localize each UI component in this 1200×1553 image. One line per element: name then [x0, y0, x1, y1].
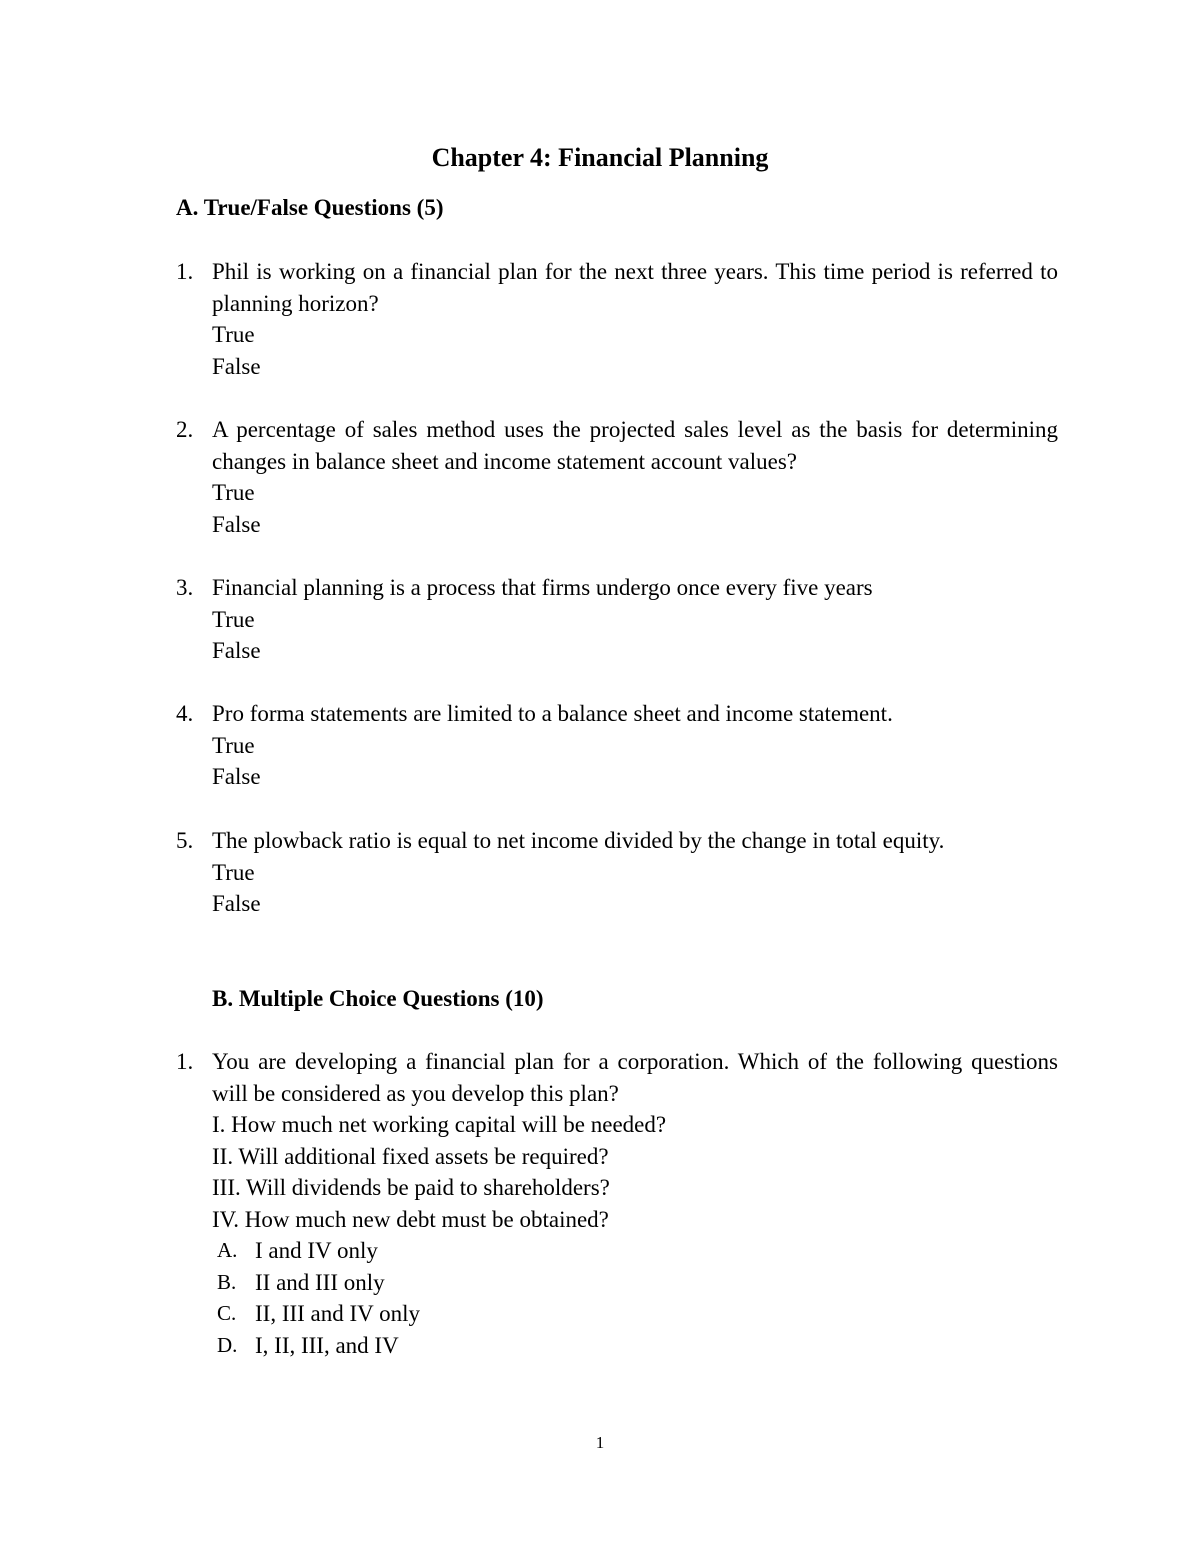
question-text: You are developing a financial plan for a corporation. Which of the following questions will be considered as you develop this plan?	[212, 1049, 1058, 1106]
statement-iii: III. Will dividends be paid to shareholders?	[212, 1175, 610, 1200]
question-number: 3.	[176, 575, 194, 600]
tf-question-3	[176, 572, 1058, 667]
section-a-heading: A. True/False Questions (5)	[176, 195, 444, 220]
option-false: False	[212, 891, 261, 916]
tf-question-4	[176, 698, 1058, 793]
choice-letter: D.	[217, 1332, 238, 1357]
section-b-heading: B. Multiple Choice Questions (10)	[212, 986, 544, 1011]
option-false: False	[212, 353, 261, 379]
choice-text: I, II, III, and IV	[255, 1332, 399, 1358]
tf-question-1	[176, 256, 1058, 382]
option-true: True	[212, 606, 255, 632]
choice-b	[212, 1267, 1058, 1299]
option-false: False	[212, 511, 261, 537]
choice-letter: B.	[217, 1269, 237, 1294]
statement-i: I. How much net working capital will be needed?	[212, 1112, 667, 1137]
question-number: 4.	[176, 701, 194, 726]
choice-letter: C.	[217, 1301, 237, 1325]
choice-d	[212, 1330, 1058, 1362]
question-number: 1.	[176, 259, 194, 284]
page-title: Chapter 4: Financial Planning	[431, 143, 769, 172]
question-text: A percentage of sales method uses the projected sales level as the basis for determining changes in balance sheet and income statement account values?	[212, 417, 1058, 474]
choice-text: I and IV only	[255, 1238, 378, 1263]
option-true: True	[212, 732, 255, 758]
question-text: Financial planning is a process that firms undergo once every five years	[212, 575, 873, 600]
question-text: Phil is working on a financial plan for the next three years. This time period is referred to planning horizon?	[212, 259, 1058, 316]
choice-a	[212, 1235, 1058, 1267]
question-text: The plowback ratio is equal to net income divided by the change in total equity.	[212, 828, 945, 853]
mc-question-1	[176, 1046, 1058, 1361]
choice-letter: A.	[217, 1238, 238, 1262]
question-number: 2.	[176, 417, 194, 442]
option-true: True	[212, 859, 255, 885]
statement-ii: II. Will additional fixed assets be required?	[212, 1143, 609, 1169]
question-number: 5.	[176, 828, 194, 853]
choice-text: II, III and IV only	[255, 1301, 420, 1326]
option-false: False	[212, 764, 261, 789]
question-text: Pro forma statements are limited to a balance sheet and income statement.	[212, 701, 893, 726]
statement-iv: IV. How much new debt must be obtained?	[212, 1206, 609, 1232]
choice-c	[212, 1298, 1058, 1330]
option-false: False	[212, 638, 261, 663]
tf-question-5	[176, 825, 1058, 920]
option-true: True	[212, 322, 255, 347]
question-number: 1.	[176, 1049, 194, 1074]
page-number: 1	[595, 1433, 605, 1452]
choice-text: II and III only	[255, 1269, 385, 1295]
option-true: True	[212, 480, 255, 505]
tf-question-2	[176, 414, 1058, 540]
